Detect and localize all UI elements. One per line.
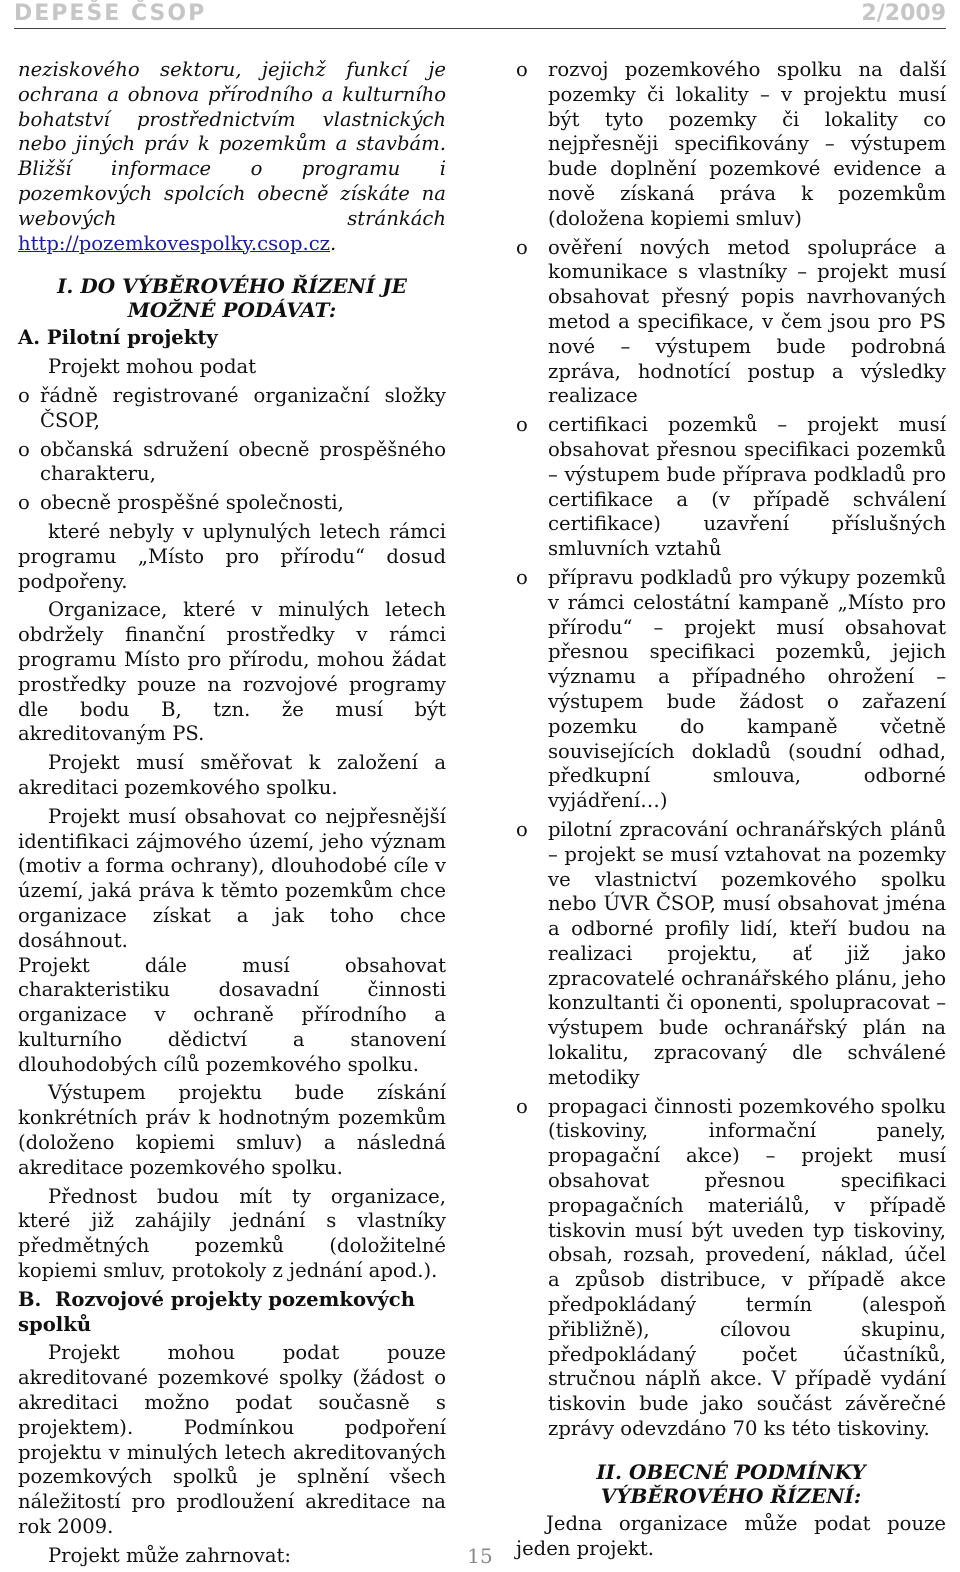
bullet-glyph: o (18, 383, 30, 407)
eligible-applicants-list (18, 384, 446, 516)
publication-title: DEPEŠE ČSOP (14, 1, 207, 26)
intro-text: neziskového sektoru, jejichž funkcí je ochrana a obnova přírodního a kulturního bohatství prostřednictvím vlastnických nebo jiných práv k pozemkům a stavbám. Bližší informace o programu i pozemkových spolcích obecně získáte na webových stránkách (18, 58, 446, 230)
section-heading-ii: II. OBECNÉ PODMÍNKY VÝBĚROVÉHO ŘÍZENÍ: (596, 1459, 866, 1508)
submit-intro: Projekt mohou podat (48, 355, 257, 379)
subsection-a-title: Pilotní projekty (46, 326, 218, 350)
program-website-link[interactable]: http://pozemkovespolky.csop.cz (18, 231, 331, 255)
issue-number: 2/2009 (861, 1, 946, 26)
bullet-glyph: o (516, 413, 528, 437)
paragraph-organizations: Organizace, které v minulých letech obdržely finanční prostředky v rámci programu Místo pro přírodu, mohou žádat prostředky pouze na rozvojové programy dle bodu B, tzn. že musí být akreditovaným PS. (18, 598, 446, 746)
paragraph-b-scope: Projekt může zahrnovat: (48, 1543, 291, 1567)
subsection-b-label: B. (18, 1287, 42, 1311)
list-item: o pilotní zpracování ochranářských plánů – projekt se musí vztahovat na pozemky ve vlastnictví pozemkového spolku nebo ÚVR ČSOP, musí obsahovat jména a odborné profily lidí, kteří budou na realizaci projektu, ať již jako zpracovatelé ochranářského plánu, jeho konzultanti či oponenti, spolupracovat – výstupem bude ochranářský plán na lokalitu, zpracovaný dle schválené metodiky (516, 817, 946, 1089)
bullet-glyph: o (516, 565, 528, 589)
bullet-glyph: o (516, 817, 528, 841)
list-item: o ověření nových metod spolupráce a komunikace s vlastníky – projekt musí obsahovat přesný popis navrhovaných metod a specifikace, v čem jsou pro PS nové – výstupem bude podrobná zpráva, hodnotící postup a výsledky realizace (516, 235, 946, 408)
intro-paragraph (18, 58, 446, 256)
bullet-glyph: o (516, 235, 528, 259)
page-header (14, 0, 946, 29)
bullet-glyph: o (18, 491, 30, 515)
bullet-glyph: o (516, 1094, 528, 1118)
list-item: o občanská sdružení obecně prospěšného charakteru, (18, 437, 446, 486)
list-item: o přípravu podkladů pro výkupy pozemků v rámci celostátní kampaně „Místo pro přírodu“ – projekt musí obsahovat přesnou specifikaci pozemků, jejich významu a případného ohrožení – výstupem bude žádost o zařazení pozemku do kampaně včetně souvisejících dokladů (soudní odhad, předkupní smlouva, odborné vyjádření…) (516, 565, 946, 813)
subsection-a-label: A. (18, 326, 41, 350)
link-suffix: . (330, 231, 337, 255)
paragraph-not-supported: které nebyly v uplynulých letech rámci programu „Místo pro přírodu“ dosud podpořeny. (18, 519, 446, 593)
list-item: o řádně registrované organizační složky ČSOP, (18, 383, 446, 432)
paragraph-final: Jedna organizace může podat pouze jeden projekt. (516, 1511, 946, 1560)
paragraph-content-1: Projekt musí obsahovat co nejpřesnější identifikaci zájmového území, jeho význam (motiv a forma ochrany), dlouhodobé cíle v území, jaká práva k těmto pozemkům chce organizace získat a jak toho chce dosáhnout. (18, 804, 446, 952)
subsection-heading-b (18, 1288, 446, 1338)
bullet-glyph: o (18, 437, 30, 461)
project-scope-list (516, 58, 946, 1442)
paragraph-direction: Projekt musí směřovat k založení a akreditaci pozemkového spolku. (18, 751, 446, 799)
section-heading-i: I. DO VÝBĚROVÉHO ŘÍZENÍ JE MOŽNÉ PODÁVAT: (57, 274, 407, 323)
paragraph-output: Výstupem projektu bude získání konkrétních práv k hodnotným pozemkům (doloženo kopiemi smluv) a následná akreditace pozemkového spolku. (18, 1081, 446, 1179)
list-item: o certifikaci pozemků – projekt musí obsahovat přesnou specifikaci pozemků – výstupem bude příprava podkladů pro certifikace a (v případě schválení certifikace) uzavření příslušných smluvních vztahů (516, 413, 946, 561)
list-item: o rozvoj pozemkového spolku na další pozemky či lokality – v projektu musí být tyto pozemky či lokality co nejpřesněji specifikovány – výstupem bude doplnění pozemkové evidence a nově získaná práva k pozemkům (doložena kopiemi smluv) (516, 58, 946, 230)
paragraph-b-intro: Projekt mohou podat pouze akreditované pozemkové spolky (žádost o akreditaci možno podat současně s projektem). Podmínkou podpoření projektu v minulých letech akreditovaných pozemkových spolků je splnění všech náležitostí pro prodloužení akreditace na rok 2009. (18, 1341, 446, 1539)
right-column (516, 58, 946, 1561)
bullet-glyph: o (516, 58, 528, 81)
subsection-b-title: Rozvojové projekty pozemkových spolků (18, 1287, 415, 1336)
paragraph-content-2: Projekt dále musí obsahovat charakteristiku dosavadní činnosti organizace v ochraně přírodního a kulturního dědictví a stanovení dlouhodobých cílů pozemkového spolku. (18, 953, 446, 1076)
page-number: 15 (467, 1544, 493, 1568)
list-item: o obecně prospěšné společnosti, (18, 491, 344, 515)
subsection-heading-a (18, 326, 446, 351)
left-column (18, 58, 446, 1569)
paragraph-priority: Přednost budou mít ty organizace, které již zahájily jednání s vlastníky předmětných pozemků (doložitelné kopiemi smluv, protokoly z jednání apod.). (18, 1184, 446, 1283)
list-item: o propagaci činnosti pozemkového spolku (tiskoviny, informační panely, propagační akce) – projekt musí obsahovat přesnou specifikaci propagačních materiálů, v případě tiskovin musí být uveden typ tiskoviny, obsah, rozsah, provedení, náklad, účel a způsob distribuce, v případě akce předpokládaný termín (alespoň přibližně), cílovou skupinu, předpokládaný počet účastníků, stručnou náplň akce. V případě vydání tiskovin bude jako součást závěrečné zprávy odevzdáno 70 ks této tiskoviny. (516, 1094, 946, 1441)
